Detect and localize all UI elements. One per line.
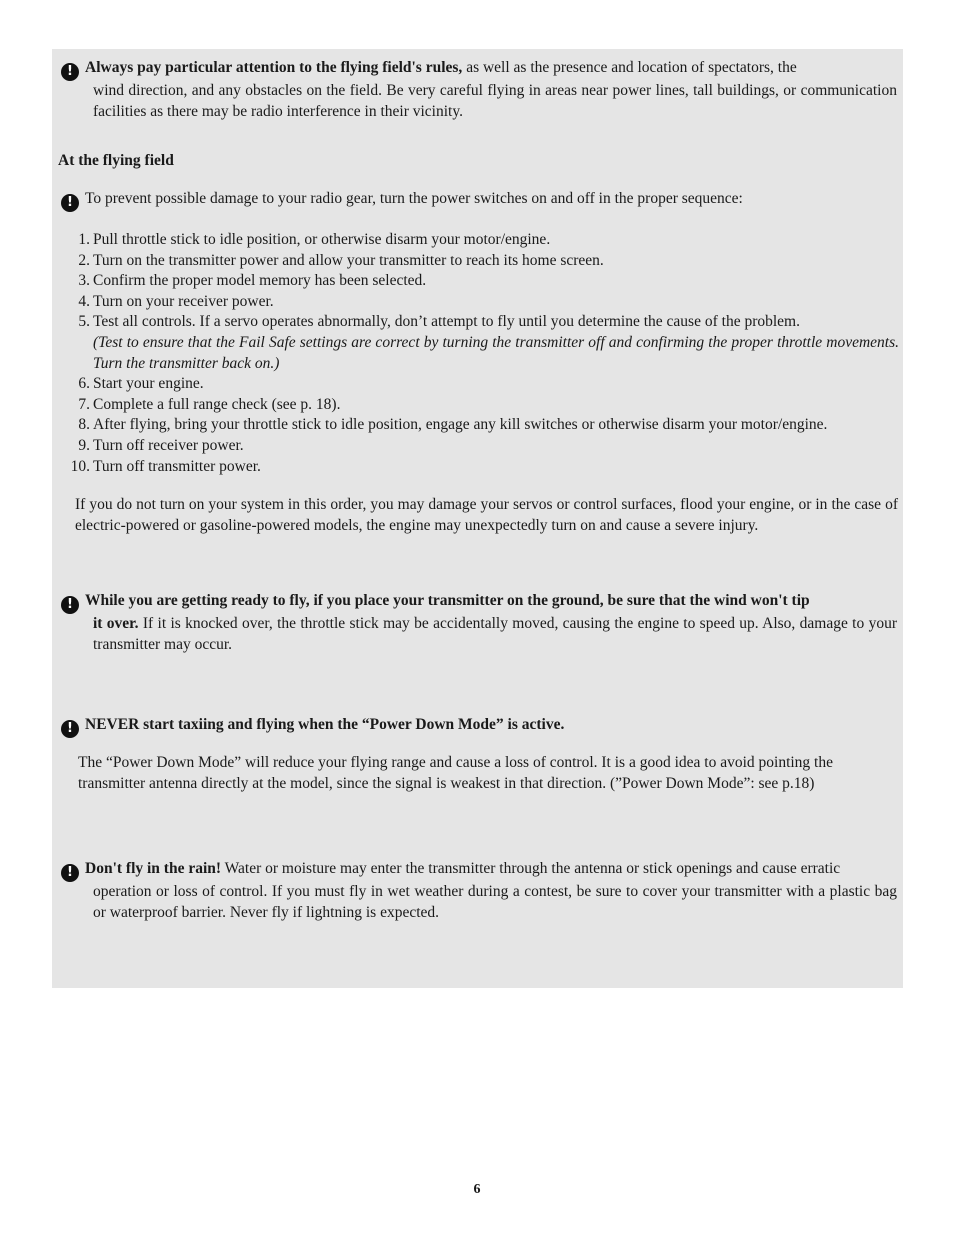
warning-bold-cont: it over. (93, 615, 139, 632)
warning-bold: Always pay particular attention to the flying field's rules, (85, 59, 463, 76)
step-number: 6. (78, 375, 90, 393)
warning-text-cont: operation or loss of control. If you must fly in wet weather during a contest, be sure to cover your transmitter with a plastic bag or waterproof barrier. Never fly if lightning is expected. (93, 883, 897, 921)
step-number: 8. (78, 416, 90, 434)
step-text: Turn off receiver power. (93, 436, 244, 454)
exclamation-icon: ! (61, 864, 79, 882)
step-number: 7. (78, 395, 90, 413)
list-item (56, 436, 899, 457)
step-text: Pull throttle stick to idle position, or otherwise disarm your motor/engine. (93, 231, 551, 248)
warning-rain (61, 859, 897, 923)
warning-text: as well as the presence and location of spectators, the (462, 59, 797, 76)
exclamation-icon: ! (61, 596, 79, 614)
step-text: Complete a full range check (see p. 18). (93, 395, 341, 413)
list-item (56, 230, 899, 251)
list-item (56, 312, 899, 374)
page-number: 6 (473, 1182, 481, 1197)
exclamation-icon: ! (61, 63, 79, 81)
list-item (56, 374, 899, 395)
list-item (56, 395, 899, 416)
warning-field-rules (61, 58, 897, 122)
warning-transmitter-ground (61, 591, 897, 655)
order-warning-paragraph: If you do not turn on your system in this order, you may damage your servos or control surfaces, flood your engine, or in the case of electric-powered or gasoline-powered models, the engine may unexpectedly turn on and cause a severe injury. (75, 496, 898, 534)
list-item (56, 457, 899, 478)
step-text: Start your engine. (93, 375, 204, 393)
step-text: Turn on your receiver power. (93, 292, 274, 310)
step-text: Confirm the proper model memory has been selected. (93, 272, 427, 290)
section-heading: At the flying field (58, 152, 174, 169)
warning-bold: While you are getting ready to fly, if you place your transmitter on the ground, be sure that the wind won't tip (85, 592, 810, 609)
step-text: Turn off transmitter power. (93, 457, 261, 475)
list-item (56, 415, 899, 436)
exclamation-icon: ! (61, 194, 79, 212)
step-number: 10. (70, 457, 90, 475)
step-number: 2. (78, 251, 90, 269)
step-text: After flying, bring your throttle stick to idle position, engage any kill switches or otherwise disarm your motor/engine. (93, 416, 828, 434)
warning-text: Water or moisture may enter the transmitter through the antenna or stick openings and cause erratic (221, 860, 841, 877)
step-number: 9. (78, 436, 90, 454)
exclamation-icon: ! (61, 720, 79, 738)
list-item (56, 251, 899, 272)
list-item (56, 271, 899, 292)
power-down-paragraph: The “Power Down Mode” will reduce your flying range and cause a loss of control. It is a good idea to avoid pointing the transmitter antenna directly at the model, since the signal is weakest in that direction. (”Power Down Mode”: see p.18) (78, 754, 833, 792)
list-item (56, 292, 899, 313)
warning-text-cont: If it is knocked over, the throttle stick may be accidentally moved, causing the engine to speed up. Also, damage to your transmitter may occur. (93, 615, 897, 653)
step-number: 3. (78, 272, 90, 290)
power-sequence-list (56, 230, 899, 477)
step-number: 4. (78, 292, 90, 310)
step-number: 5. (78, 313, 90, 331)
warning-bold: NEVER start taxiing and flying when the “Power Down Mode” is active. (85, 716, 565, 733)
step-number: 1. (78, 231, 90, 248)
warning-bold: Don't fly in the rain! (85, 860, 222, 877)
step-text: Turn on the transmitter power and allow your transmitter to reach its home screen. (93, 251, 604, 269)
warning-power-down-mode (61, 715, 897, 738)
warning-power-sequence (61, 189, 897, 212)
step-note: (Test to ensure that the Fail Safe settings are correct by turning the transmitter off and confirming the proper throttle movements. Turn the transmitter back on.) (93, 333, 899, 372)
warning-text-cont: wind direction, and any obstacles on the field. Be very careful flying in areas near power lines, tall buildings, or communication facilities as there may be radio interference in their vicinity. (93, 82, 897, 120)
warning-text: To prevent possible damage to your radio gear, turn the power switches on and off in the proper sequence: (85, 190, 743, 207)
step-text: Test all controls. If a servo operates abnormally, don’t attempt to fly until you determine the cause of the problem. (93, 313, 800, 331)
